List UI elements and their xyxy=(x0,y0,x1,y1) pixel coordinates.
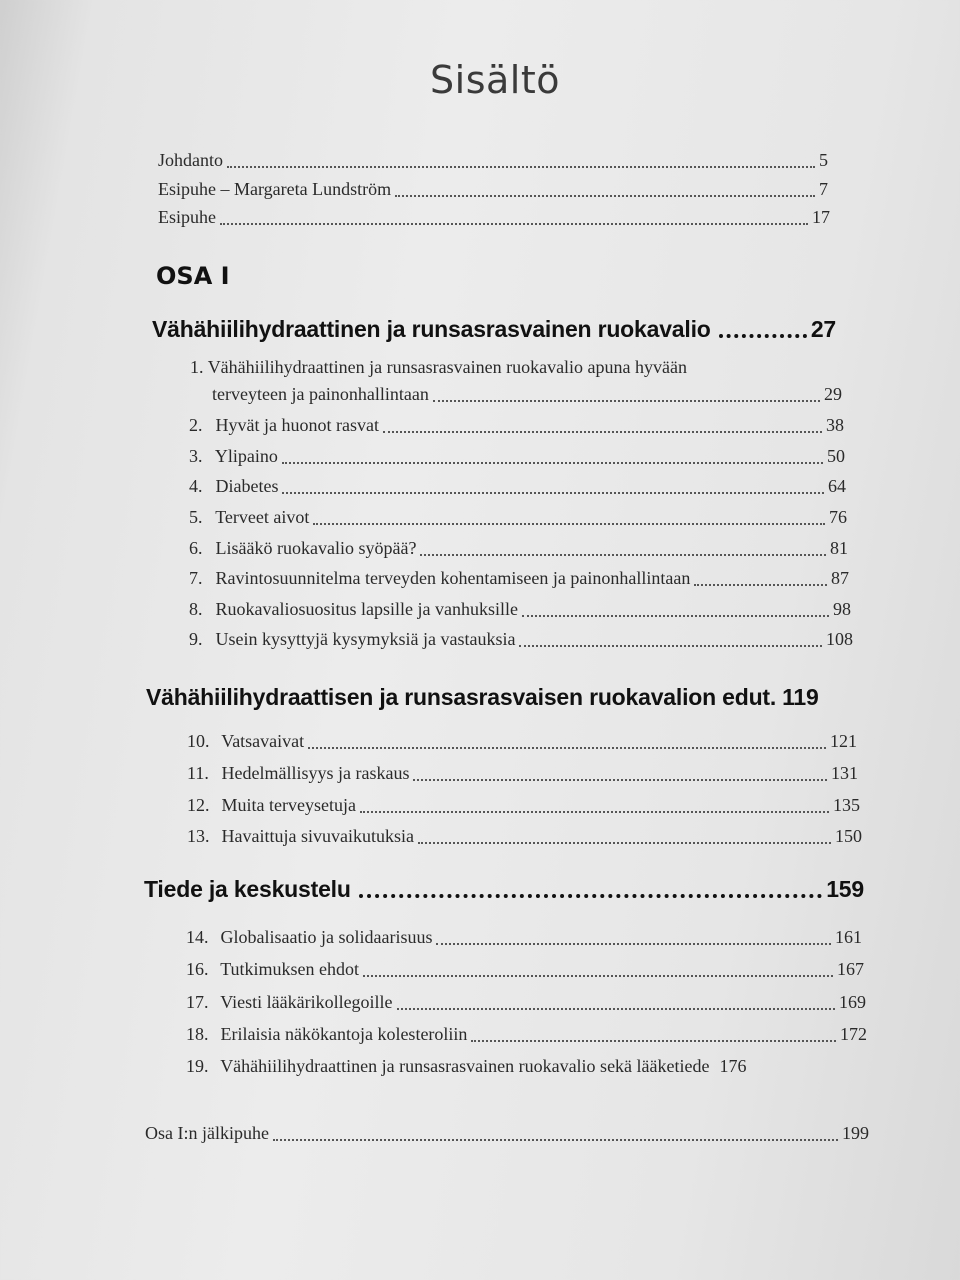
dot-leader xyxy=(282,461,823,464)
toc-page-number: 161 xyxy=(835,927,862,947)
chapter-label: Vähähiilihydraattinen ja runsasrasvainen ruokavalio apuna hyvään xyxy=(207,357,688,377)
dot-leader xyxy=(308,746,826,749)
toc-page-number: 172 xyxy=(840,1024,867,1044)
chapter-number: 2. xyxy=(189,415,203,435)
toc-page-number: 131 xyxy=(831,763,858,783)
dot-leader xyxy=(519,644,822,647)
section-page-number: 159 xyxy=(826,876,864,902)
dot-leader xyxy=(383,430,822,433)
chapter-label: Erilaisia näkökantoja kolesteroliin xyxy=(220,1024,468,1044)
chapter-number: 13. xyxy=(187,826,210,846)
page-title: Sisältö xyxy=(430,58,560,102)
chapter-label: Ruokavaliosuositus lapsille ja vanhuksille xyxy=(215,599,518,619)
toc-page-number: 98 xyxy=(833,599,851,619)
chapter-label-continued: terveyteen ja painonhallintaan xyxy=(212,384,429,404)
toc-chapter-18 xyxy=(186,1022,867,1046)
toc-chapter-9 xyxy=(189,627,853,651)
dot-leader xyxy=(413,778,827,781)
chapter-number: 11. xyxy=(187,763,209,783)
toc-entry-afterword xyxy=(145,1121,869,1145)
toc-page-number: 5 xyxy=(819,150,828,170)
toc-page-number: 17 xyxy=(812,207,830,227)
toc-page-number: 81 xyxy=(830,538,848,558)
chapter-label: Vähähiilihydraattinen ja runsasrasvainen ruokavalio sekä lääketiede xyxy=(220,1056,710,1076)
toc-entry-johdanto xyxy=(158,148,828,172)
chapter-label: Havaittuja sivuvaikutuksia xyxy=(221,826,414,846)
dot-leader xyxy=(273,1138,838,1141)
toc-page-number: 38 xyxy=(826,415,844,435)
dot-leader xyxy=(418,841,831,844)
dot-leader xyxy=(220,222,808,225)
section-title: Vähähiilihydraattinen ja runsasrasvainen ruokavalio xyxy=(152,316,711,342)
chapter-number: 6. xyxy=(189,538,203,558)
toc-page-number: 64 xyxy=(828,476,846,496)
toc-entry-label: Esipuhe xyxy=(158,207,216,227)
toc-entry-label: Osa I:n jälkipuhe xyxy=(145,1123,269,1143)
dot-leader xyxy=(694,583,827,586)
toc-chapter-2 xyxy=(189,413,844,437)
section-title: Tiede ja keskustelu xyxy=(144,876,351,902)
part-title: OSA I xyxy=(156,262,230,290)
section-page-number: 119 xyxy=(782,684,819,710)
toc-chapter-4 xyxy=(189,474,846,498)
toc-page-number: 167 xyxy=(837,959,864,979)
chapter-label: Hyvät ja huonot rasvat xyxy=(215,415,379,435)
toc-chapter-1-line-1 xyxy=(190,355,687,379)
toc-page-number: 108 xyxy=(826,629,853,649)
chapter-number: 19. xyxy=(186,1056,209,1076)
toc-page-number: 135 xyxy=(833,795,860,815)
toc-page-number: 76 xyxy=(829,507,847,527)
chapter-number: 5. xyxy=(189,507,203,527)
dot-leader xyxy=(227,165,815,168)
dot-leader xyxy=(522,614,829,617)
chapter-number: 17. xyxy=(186,992,209,1012)
dot-leader xyxy=(313,522,825,525)
dot-leader xyxy=(420,553,826,556)
toc-entry-esipuhe-lundstrom xyxy=(158,177,828,201)
toc-chapter-14 xyxy=(186,925,862,949)
dot-leader xyxy=(363,974,833,977)
toc-page-number: 87 xyxy=(831,568,849,588)
chapter-number: 1. xyxy=(190,357,204,377)
toc-page-number: 150 xyxy=(835,826,862,846)
chapter-number: 3. xyxy=(189,446,203,466)
toc-chapter-10 xyxy=(187,729,857,753)
dot-leader xyxy=(359,893,823,898)
chapter-number: 14. xyxy=(186,927,209,947)
chapter-number: 8. xyxy=(189,599,203,619)
toc-chapter-7 xyxy=(189,566,849,590)
chapter-label: Terveet aivot xyxy=(215,507,310,527)
chapter-label: Viesti lääkärikollegoille xyxy=(220,992,393,1012)
section-heading-3 xyxy=(144,876,864,903)
chapter-label: Tutkimuksen ehdot xyxy=(220,959,360,979)
dot-leader xyxy=(360,810,829,813)
chapter-label: Usein kysyttyjä kysymyksiä ja vastauksia xyxy=(215,629,516,649)
toc-page-number: 199 xyxy=(842,1123,869,1143)
toc-chapter-3 xyxy=(189,444,845,468)
toc-page-number: 7 xyxy=(819,179,828,199)
chapter-label: Lisääkö ruokavalio syöpää? xyxy=(215,538,417,558)
toc-page-number: 29 xyxy=(824,384,842,404)
chapter-number: 7. xyxy=(189,568,203,588)
toc-chapter-6 xyxy=(189,536,848,560)
dot-leader xyxy=(471,1039,836,1042)
section-heading-2 xyxy=(146,684,858,711)
chapter-number: 16. xyxy=(186,959,209,979)
chapter-label: Globalisaatio ja solidaarisuus xyxy=(220,927,433,947)
toc-entry-esipuhe xyxy=(158,205,830,229)
dot-leader xyxy=(397,1007,835,1010)
toc-chapter-11 xyxy=(187,761,858,785)
toc-page-number: 121 xyxy=(830,731,857,751)
dot-leader xyxy=(436,942,831,945)
toc-chapter-13 xyxy=(187,824,862,848)
toc-page-number: 50 xyxy=(827,446,845,466)
toc-chapter-16 xyxy=(186,957,864,981)
section-title: Vähähiilihydraattisen ja runsasrasvaisen ruokavalion edut. xyxy=(146,684,777,710)
chapter-label: Hedelmällisyys ja raskaus xyxy=(221,763,410,783)
toc-chapter-17 xyxy=(186,990,866,1014)
toc-chapter-8 xyxy=(189,597,851,621)
chapter-label: Muita terveysetuja xyxy=(221,795,356,815)
chapter-label: Ylipaino xyxy=(214,446,278,466)
chapter-label: Vatsavaivat xyxy=(221,731,305,751)
dot-leader xyxy=(282,491,824,494)
chapter-number: 10. xyxy=(187,731,210,751)
section-heading-1 xyxy=(152,316,836,343)
toc-entry-label: Johdanto xyxy=(158,150,223,170)
dot-leader xyxy=(433,399,820,402)
toc-page-number: 176 xyxy=(719,1056,747,1076)
toc-page-number: 169 xyxy=(839,992,866,1012)
toc-chapter-1-line-2 xyxy=(212,382,842,406)
section-page-number: 27 xyxy=(810,316,836,342)
toc-chapter-5 xyxy=(189,505,847,529)
dot-leader xyxy=(395,194,815,197)
chapter-number: 12. xyxy=(187,795,210,815)
chapter-number: 4. xyxy=(189,476,203,496)
toc-chapter-12 xyxy=(187,793,860,817)
chapter-label: Diabetes xyxy=(215,476,279,496)
dot-leader xyxy=(719,333,807,338)
chapter-number: 18. xyxy=(186,1024,209,1044)
toc-chapter-19 xyxy=(186,1054,869,1078)
toc-entry-label: Esipuhe – Margareta Lundström xyxy=(158,179,392,199)
chapter-number: 9. xyxy=(189,629,203,649)
chapter-label: Ravintosuunnitelma terveyden kohentamiseen ja painonhallintaan xyxy=(215,568,691,588)
